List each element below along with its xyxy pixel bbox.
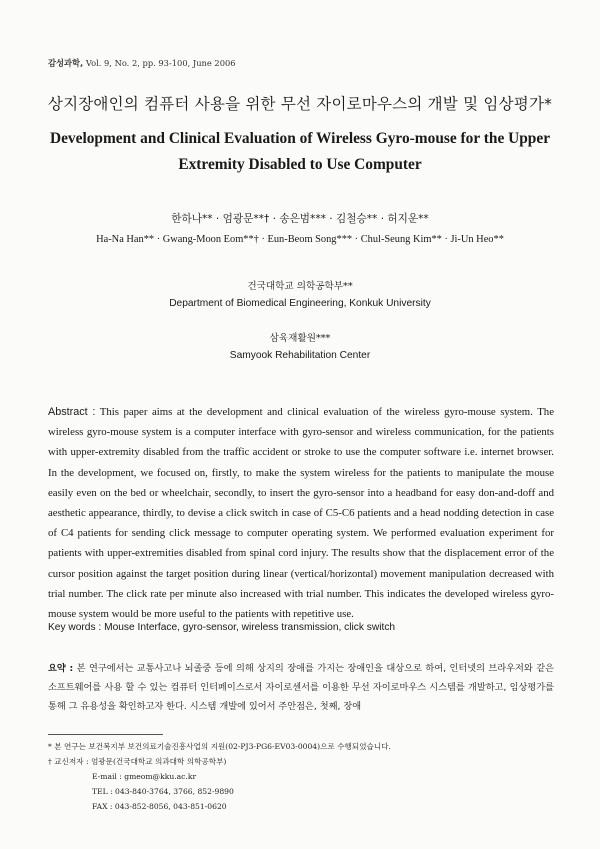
korean-summary xyxy=(48,659,554,716)
footnote-corresponding-author: † 교신저자 : 엄광문(건국대학교 의과대학 의학공학부) xyxy=(48,757,227,766)
affiliation-2-korean: 삼육재활원*** xyxy=(269,333,331,344)
journal-details: Vol. 9, No. 2, pp. 93-100, June 2006 xyxy=(85,58,236,68)
keywords-text: Mouse Interface, gyro-sensor, wireless transmission, click switch xyxy=(104,622,396,633)
footnote-tel: TEL : 043-840-3764, 3766, 852-9890 xyxy=(92,787,234,796)
abstract xyxy=(48,402,554,624)
affiliation-1 xyxy=(0,278,600,309)
summary-text: 본 연구에서는 교통사고나 뇌졸중 등에 의해 상지의 장애를 가지는 장애인을 대상으로 하여, 인터넷의 브라우저와 같은 소프트웨어를 사용 할 수 있는 컴퓨터 인터페이스로서 자이로센서를 이용한 무선 자이로마우스 시스템를 개발하고, 임상평가를 통해 그 유용성을 확인하고자 한다. 시스템 개발에 있어서 주안점은, 첫째, 장애 xyxy=(48,663,555,712)
title-korean: 상지장애인의 컴퓨터 사용을 위한 무선 자이로마우스의 개발 및 임상평가* xyxy=(47,95,553,113)
keywords xyxy=(48,622,554,633)
abstract-label: Abstract : xyxy=(48,406,96,418)
footnote-fax: FAX : 043-852-8056, 043-851-0620 xyxy=(92,802,227,811)
authors-english: Ha-Na Han** · Gwang-Moon Eom**† · Eun-Beom Song*** · Chul-Seung Kim** · Ji-Un Heo** xyxy=(96,234,504,245)
authors-korean: 한하나** · 엄광문**† · 송은범*** · 김철승** · 허지운** xyxy=(171,213,429,225)
footnotes xyxy=(48,739,391,814)
footnote-divider xyxy=(48,734,163,735)
affiliation-2 xyxy=(0,330,600,361)
footnote-funding: * 본 연구는 보건복지부 보건의료기술진흥사업의 지원(02-PJ3-PG6-EV03-0004)으로 수행되었습니다. xyxy=(48,742,391,751)
abstract-text: This paper aims at the development and clinical evaluation of the wireless gyro-mouse system. The wireless gyro-mouse system is a computer interface with gyro-sensor and wireless communication, for the patients with upper-extremity disabled from the traffic accident or stroke to use the computer software i.e. internet browser. In the development, we focused on, firstly, to make the system wireless for the patients to manipulate the mouse easily even on the bed or wheelchair, secondly, to insert the gyro-sensor into a headband for easy don-and-doff and aesthetic appearance, thirdly, to devise a click switch in case of C5-C6 patients and a head nodding detection in case of C4 patients for sending click message to computer operating system. We performed evaluation experiment for patients with upper-extremities disabled from spinal cord injury. The results show that the displacement error of the cursor position against the target position during linear (vertical/horizontal) movement manipulation decreased with trial number. The click rate per minute also increased with trial number. This indicates the developed wireless gyro-mouse system would be more useful to the patients with repetitive use. xyxy=(48,406,554,621)
journal-citation xyxy=(48,57,236,69)
affiliation-2-english: Samyook Rehabilitation Center xyxy=(229,350,371,361)
summary-label: 요약 : xyxy=(48,663,74,674)
affiliation-1-korean: 건국대학교 의학공학부** xyxy=(247,281,353,292)
affiliation-1-english: Department of Biomedical Engineering, Konkuk University xyxy=(169,298,431,309)
keywords-label: Key words : xyxy=(48,622,102,633)
footnote-email: E-mail : gmeom@kku.ac.kr xyxy=(92,772,197,781)
journal-name: 감성과학, xyxy=(48,58,84,68)
title-english: Development and Clinical Evaluation of Wireless Gyro-mouse for the Upper Extremity Disabled to Use Computer xyxy=(49,130,551,173)
